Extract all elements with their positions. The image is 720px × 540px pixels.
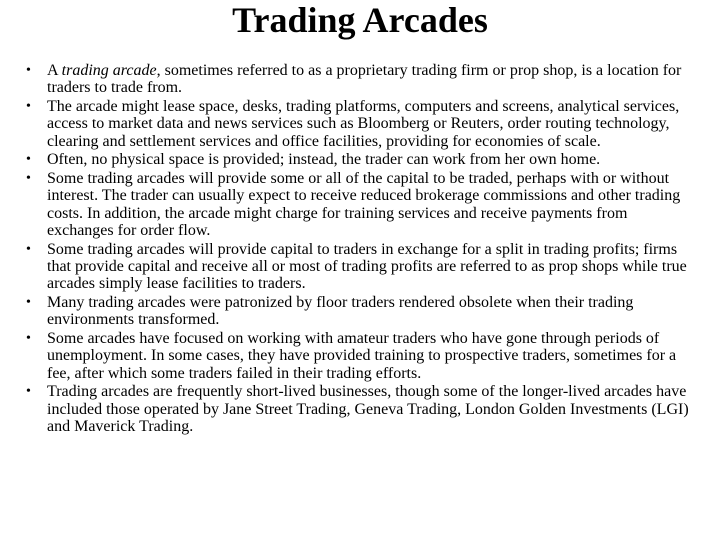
text-segment: Trading arcades are frequently short-lived businesses, though some of the longer-lived arcades have included those operated by Jane Street Trading, Geneva Trading, London Golden Investments (LGI) and Maverick Trading. <box>47 383 689 436</box>
bullet-marker: • <box>26 98 31 114</box>
bullet-marker: • <box>26 384 31 400</box>
text-segment: , sometimes referred to as a proprietary trading firm or prop shop, is a location for traders to trade from. <box>47 62 682 97</box>
bullet-marker: • <box>26 241 31 257</box>
bullet-text <box>47 62 681 96</box>
text-segment: Some trading arcades will provide some or all of the capital to be traded, perhaps with or without interest. The trader can usually expect to receive reduced brokerage commissions and other trading costs. In addition, the arcade might charge for training services and receive payments from exchanges for order flow. <box>47 169 681 240</box>
bullet-item <box>26 98 696 150</box>
bullet-item <box>26 170 696 240</box>
slide-title: Trading Arcades <box>232 0 488 40</box>
text-segment: The arcade might lease space, desks, trading platforms, computers and screens, analytical services, access to market data and news services such as Bloomberg or Reuters, order routing technology, clearing and settlement services and office facilities, providing for economies of scale. <box>47 97 680 150</box>
bullet-text <box>47 294 633 328</box>
text-segment: Some arcades have focused on working with amateur traders who have gone through periods of unemployment. In some cases, they have provided training to prospective traders, sometimes for a fee, after which some traders failed in their trading efforts. <box>47 329 677 382</box>
bullet-marker: • <box>26 170 31 186</box>
bullet-text <box>47 330 676 382</box>
bullet-text <box>47 170 680 239</box>
text-segment: Many trading arcades were patronized by floor traders rendered obsolete when their trading environments transformed. <box>47 293 634 329</box>
bullet-list <box>26 62 696 437</box>
text-segment: Some trading arcades will provide capital to traders in exchange for a split in trading profits; firms that provide capital and receive all or most of trading profits are referred to as prop shops while true arcades simply lease facilities to traders. <box>47 240 687 293</box>
bullet-marker: • <box>26 152 31 168</box>
bullet-marker: • <box>26 294 31 310</box>
bullet-item <box>26 330 696 382</box>
bullet-item <box>26 383 696 435</box>
bullet-marker: • <box>26 63 31 78</box>
text-segment: Often, no physical space is provided; instead, the trader can work from her own home. <box>47 151 601 169</box>
bullet-item <box>26 151 696 168</box>
bullet-text <box>47 241 687 293</box>
bullet-marker: • <box>26 330 31 346</box>
bullet-text <box>47 383 689 435</box>
bullet-text <box>47 98 679 150</box>
text-segment: A <box>47 62 62 79</box>
bullet-text <box>47 151 600 168</box>
bullet-item <box>26 241 696 293</box>
bullet-item <box>26 294 696 329</box>
bullet-item <box>26 62 696 97</box>
italic-term: trading arcade <box>61 62 157 79</box>
